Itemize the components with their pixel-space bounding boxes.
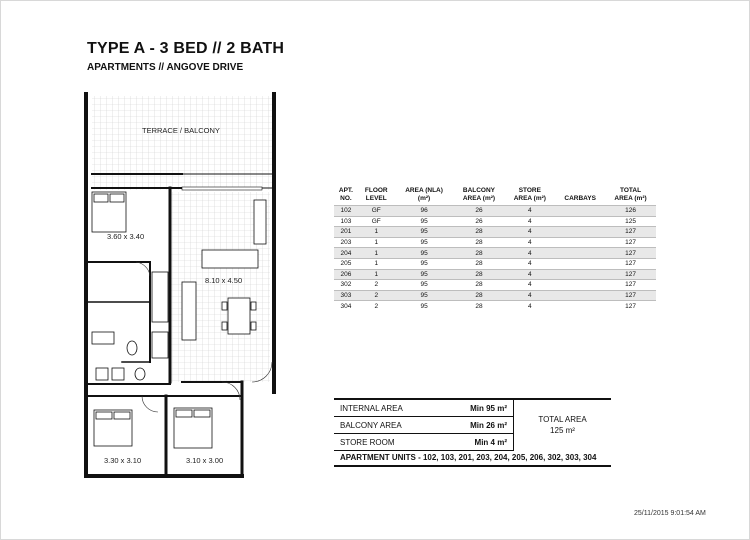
cell-nla: 96 (395, 206, 454, 217)
cell-floor: 1 (358, 237, 395, 248)
header-apt-no: APT. NO. (338, 187, 353, 202)
cell-nla: 95 (395, 280, 454, 291)
header-carbays: CARBAYS (564, 195, 596, 202)
cell-store: 4 (504, 290, 555, 301)
cell-store: 4 (504, 280, 555, 291)
bedroom-1-dimensions: 3.60 x 3.40 (107, 232, 145, 241)
cell-balcony: 28 (454, 269, 505, 280)
store-room-value: Min 4 m² (441, 434, 514, 451)
floor-plan-drawing (82, 92, 280, 478)
cell-nla: 95 (395, 248, 454, 259)
cell-carbays (555, 269, 605, 280)
cell-apt: 205 (334, 258, 358, 269)
page-title: TYPE A - 3 BED // 2 BATH (87, 40, 285, 57)
cell-floor: 2 (358, 290, 395, 301)
cell-store: 4 (504, 216, 555, 227)
total-area-value: 125 m² (550, 426, 575, 436)
cell-balcony: 26 (454, 206, 505, 217)
table-row (334, 227, 656, 238)
table-row (334, 301, 656, 311)
cell-apt: 304 (334, 301, 358, 311)
cell-carbays (555, 301, 605, 311)
cell-nla: 95 (395, 227, 454, 238)
cell-balcony: 28 (454, 237, 505, 248)
summary-row-internal (334, 399, 611, 417)
balcony-area-label: BALCONY AREA (334, 417, 441, 434)
header-floor-level: FLOOR LEVEL (364, 187, 388, 202)
cell-total: 126 (605, 206, 656, 217)
cell-carbays (555, 280, 605, 291)
cell-balcony: 28 (454, 301, 505, 311)
cell-carbays (555, 227, 605, 238)
cell-apt: 302 (334, 280, 358, 291)
schedule-header-row (334, 187, 656, 206)
cell-floor: GF (358, 216, 395, 227)
cell-carbays (555, 258, 605, 269)
table-row (334, 280, 656, 291)
cell-total: 127 (605, 269, 656, 280)
cell-floor: 2 (358, 280, 395, 291)
table-row (334, 216, 656, 227)
timestamp: 25/11/2015 9:01:54 AM (634, 510, 706, 517)
cell-apt: 103 (334, 216, 358, 227)
internal-area-value: Min 95 m² (441, 399, 514, 417)
table-row (334, 258, 656, 269)
balcony-area-value: Min 26 m² (441, 417, 514, 434)
cell-nla: 95 (395, 216, 454, 227)
cell-store: 4 (504, 258, 555, 269)
cell-total: 125 (605, 216, 656, 227)
cell-balcony: 28 (454, 290, 505, 301)
cell-carbays (555, 206, 605, 217)
table-row (334, 269, 656, 280)
living-dimensions: 8.10 x 4.50 (205, 276, 243, 285)
cell-carbays (555, 216, 605, 227)
cell-nla: 95 (395, 301, 454, 311)
area-summary-table (334, 398, 611, 451)
cell-apt: 201 (334, 227, 358, 238)
terrace-label: TERRACE / BALCONY (142, 126, 220, 135)
cell-balcony: 26 (454, 216, 505, 227)
cell-total: 127 (605, 258, 656, 269)
cell-apt: 303 (334, 290, 358, 301)
cell-total: 127 (605, 237, 656, 248)
apartment-schedule-table (334, 187, 656, 311)
cell-floor: GF (358, 206, 395, 217)
table-row (334, 237, 656, 248)
cell-floor: 1 (358, 269, 395, 280)
header-balcony-area: BALCONY AREA (m²) (462, 187, 496, 202)
header-area-nla: AREA (NLA) (m²) (405, 187, 443, 202)
cell-apt: 203 (334, 237, 358, 248)
cell-store: 4 (504, 248, 555, 259)
table-row (334, 206, 656, 217)
cell-balcony: 28 (454, 248, 505, 259)
cell-total: 127 (605, 227, 656, 238)
floor-plan (82, 92, 280, 478)
page-subtitle: APARTMENTS // ANGOVE DRIVE (87, 62, 244, 73)
cell-floor: 2 (358, 301, 395, 311)
cell-store: 4 (504, 269, 555, 280)
cell-carbays (555, 290, 605, 301)
total-area-label: TOTAL AREA (538, 415, 587, 425)
cell-store: 4 (504, 301, 555, 311)
cell-total: 127 (605, 248, 656, 259)
cell-carbays (555, 248, 605, 259)
cell-balcony: 28 (454, 227, 505, 238)
cell-total: 127 (605, 301, 656, 311)
internal-area-label: INTERNAL AREA (334, 399, 441, 417)
cell-nla: 95 (395, 237, 454, 248)
cell-balcony: 28 (454, 258, 505, 269)
cell-store: 4 (504, 237, 555, 248)
bedroom-2-dimensions: 3.30 x 3.10 (104, 456, 142, 465)
cell-balcony: 28 (454, 280, 505, 291)
cell-floor: 1 (358, 227, 395, 238)
apartment-units-list: APARTMENT UNITS - 102, 103, 201, 203, 204, 205, 206, 302, 303, 304 (334, 451, 611, 467)
cell-floor: 1 (358, 258, 395, 269)
cell-apt: 206 (334, 269, 358, 280)
total-area-cell (514, 399, 612, 451)
area-summary (334, 398, 611, 467)
cell-nla: 95 (395, 258, 454, 269)
table-row (334, 290, 656, 301)
cell-store: 4 (504, 206, 555, 217)
bedroom-3-dimensions: 3.10 x 3.00 (186, 456, 224, 465)
store-room-label: STORE ROOM (334, 434, 441, 451)
cell-apt: 204 (334, 248, 358, 259)
cell-nla: 95 (395, 269, 454, 280)
header-total-area: TOTAL AREA (m²) (614, 187, 647, 202)
cell-total: 127 (605, 280, 656, 291)
cell-store: 4 (504, 227, 555, 238)
cell-carbays (555, 237, 605, 248)
header-store-area: STORE AREA (m²) (513, 187, 546, 202)
cell-floor: 1 (358, 248, 395, 259)
cell-nla: 95 (395, 290, 454, 301)
cell-apt: 102 (334, 206, 358, 217)
table-row (334, 248, 656, 259)
cell-total: 127 (605, 290, 656, 301)
